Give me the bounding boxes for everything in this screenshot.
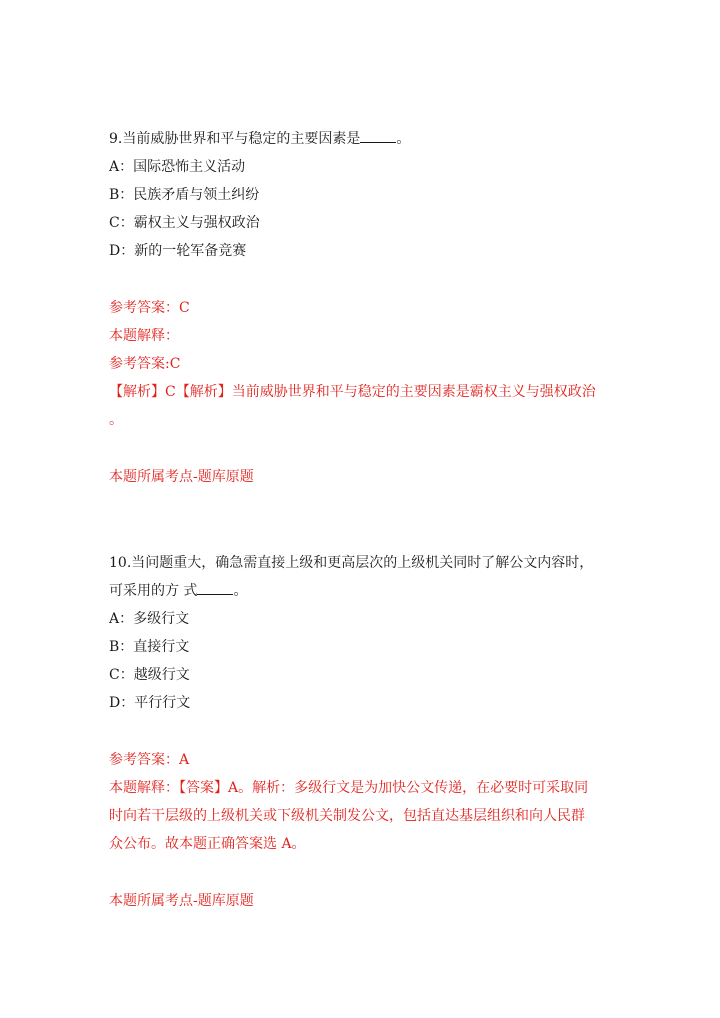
answer-blank bbox=[360, 130, 396, 143]
question-10-option-c: C：越级行文 bbox=[109, 667, 190, 683]
question-10-stem-end: 。 bbox=[233, 583, 248, 599]
answer-blank bbox=[197, 582, 233, 595]
question-10-answer: 参考答案：A bbox=[109, 752, 190, 768]
question-10-source: 本题所属考点-题库原题 bbox=[109, 893, 254, 909]
question-10-explain-line1: 本题解释：【答案】A。解析：多级行文是为加快公文传递，在必要时可采取同 bbox=[109, 780, 589, 796]
question-10-option-d: D：平行行文 bbox=[109, 695, 191, 711]
question-9-answer-repeat: 参考答案:C bbox=[109, 356, 181, 372]
question-10-explain-line2: 时向若干层级的上级机关或下级机关制发公文，包括直达基层组织和向人民群 bbox=[109, 808, 585, 824]
question-9-option-b: B：民族矛盾与领土纠纷 bbox=[109, 187, 260, 203]
question-9-explain-label: 本题解释： bbox=[109, 328, 179, 344]
question-9-option-d: D：新的一轮军备竞赛 bbox=[109, 243, 247, 259]
question-10-option-b: B：直接行文 bbox=[109, 639, 190, 655]
question-10-option-a: A：多级行文 bbox=[109, 611, 190, 627]
question-9-option-a: A：国际恐怖主义活动 bbox=[109, 159, 246, 175]
question-9-answer: 参考答案：C bbox=[109, 300, 190, 316]
question-10-stem-line1: 10.当问题重大，确急需直接上级和更高层次的上级机关同时了解公文内容时， bbox=[109, 555, 594, 571]
question-9-stem-end: 。 bbox=[396, 131, 411, 147]
question-9-analysis: 【解析】C【解析】当前威胁世界和平与稳定的主要因素是霸权主义与强权政治 bbox=[109, 384, 596, 400]
question-10-stem-line2 bbox=[109, 581, 247, 601]
question-9-source: 本题所属考点-题库原题 bbox=[109, 469, 254, 485]
question-9-stem-text: 9.当前威胁世界和平与稳定的主要因素是 bbox=[109, 131, 361, 147]
question-9-analysis-end: 。 bbox=[109, 412, 123, 428]
question-9-stem bbox=[109, 129, 410, 149]
question-10-stem-text: 可采用的方 式 bbox=[109, 583, 198, 599]
question-10-explain-line3: 众公布。故本题正确答案选 A。 bbox=[109, 836, 306, 852]
question-9-option-c: C：霸权主义与强权政治 bbox=[109, 215, 260, 231]
